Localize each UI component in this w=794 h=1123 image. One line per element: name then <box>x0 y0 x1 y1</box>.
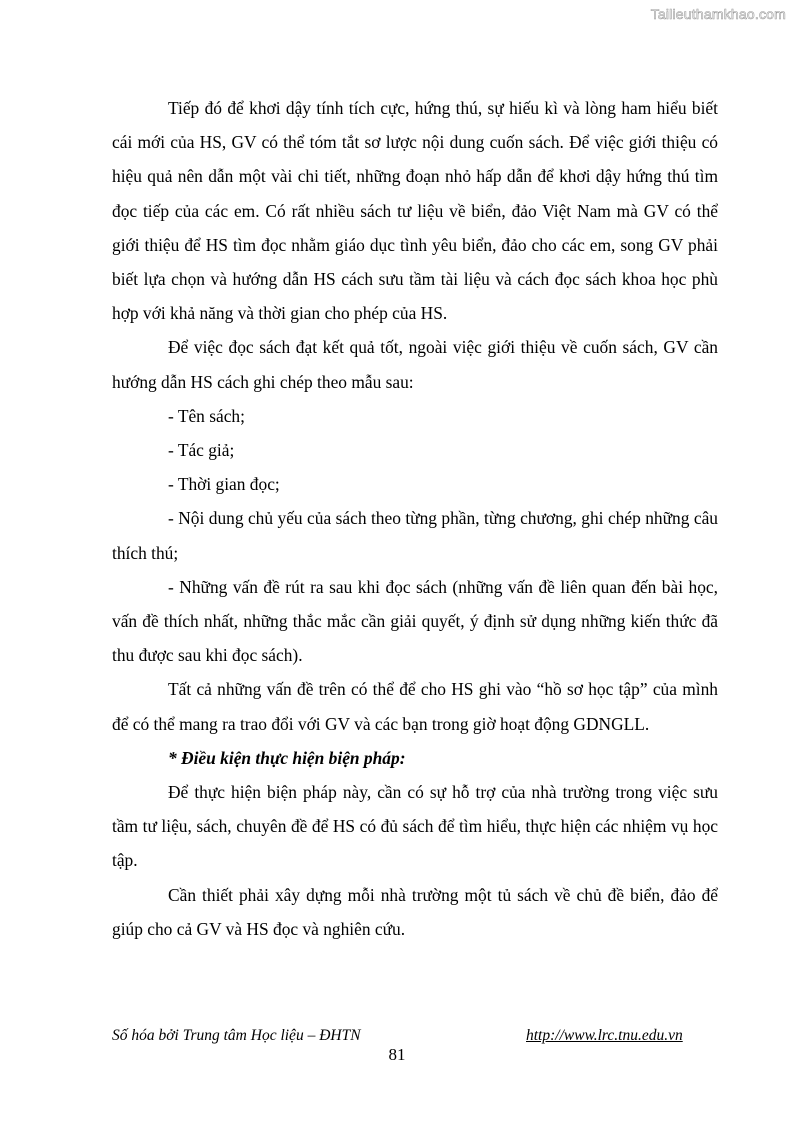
paragraph-study-portfolio: Tất cả những vấn đề trên có thể để cho HS ghi vào “hồ sơ học tập” của mình để có thể mang ra trao đổi với GV và các bạn trong giờ hoạt động GDNGLL. <box>112 679 718 734</box>
list-item-main-content: - Nội dung chủ yếu của sách theo từng phần, từng chương, ghi chép những câu thích thú; <box>112 508 718 563</box>
list-item-author: - Tác giả; <box>168 440 235 461</box>
watermark: Tailieuthamkhao.com <box>650 6 786 22</box>
footer-link[interactable]: http://www.lrc.tnu.edu.vn <box>526 1027 683 1044</box>
page-body <box>112 91 718 946</box>
list-item-book-title: - Tên sách; <box>168 405 245 426</box>
list-item-lessons: - Những vấn đề rút ra sau khi đọc sách (những vấn đề liên quan đến bài học, vấn đề thích nhất, những thắc mắc cần giải quyết, ý định sử dụng những kiến thức đã thu được sau khi đọc sách). <box>112 576 718 666</box>
paragraph-school-support: Để thực hiện biện pháp này, cần có sự hỗ trợ của nhà trường trong việc sưu tầm tư liệu, sách, chuyên đề để HS có đủ sách để tìm hiểu, thực hiện các nhiệm vụ học tập. <box>112 782 718 871</box>
footer-digitized-by: Số hóa bởi Trung tâm Học liệu – ĐHTN <box>112 1027 361 1044</box>
section-heading-conditions: * Điều kiện thực hiện biện pháp: <box>168 747 406 768</box>
paragraph-bookshelf: Cần thiết phải xây dựng mỗi nhà trường một tủ sách về chủ đề biển, đảo để giúp cho cả GV và HS đọc và nghiên cứu. <box>112 884 718 939</box>
page-number: 81 <box>388 1045 406 1064</box>
paragraph-intro: Tiếp đó để khơi dậy tính tích cực, hứng thú, sự hiếu kì và lòng ham hiểu biết cái mới của HS, GV có thể tóm tắt sơ lược nội dung cuốn sách. Để việc giới thiệu có hiệu quả nên dẫn một vài chi tiết, những đoạn nhỏ hấp dẫn để khơi dậy hứng thú tìm đọc tiếp của các em. Có rất nhiều sách tư liệu về biển, đảo Việt Nam mà GV có thể giới thiệu để HS tìm đọc nhằm giáo dục tình yêu biển, đảo cho các em, song GV phải biết lựa chọn và hướng dẫn HS cách sưu tầm tài liệu và cách đọc sách khoa học phù hợp với khả năng và thời gian cho phép của HS. <box>112 98 718 324</box>
paragraph-note-taking: Để việc đọc sách đạt kết quả tốt, ngoài việc giới thiệu về cuốn sách, GV cần hướng dẫn HS cách ghi chép theo mẫu sau: <box>112 337 718 392</box>
list-item-reading-time: - Thời gian đọc; <box>168 474 280 495</box>
